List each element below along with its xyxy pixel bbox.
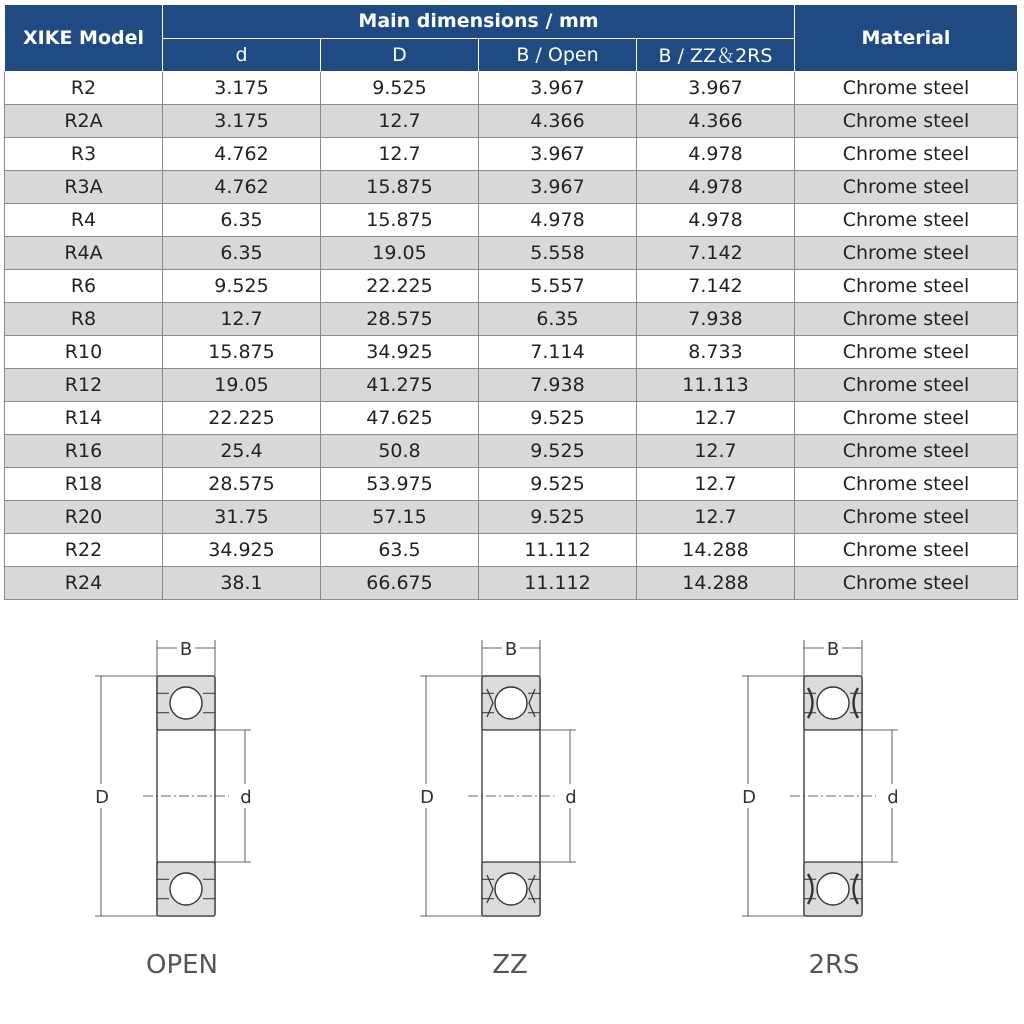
material-cell: Chrome steel bbox=[795, 402, 1018, 435]
width-zz-2rs-cell: 14.288 bbox=[637, 567, 795, 600]
model-cell: R8 bbox=[5, 303, 163, 336]
outer-diameter-cell: 47.625 bbox=[321, 402, 479, 435]
ball bbox=[170, 687, 202, 719]
model-cell: R2A bbox=[5, 105, 163, 138]
outer-diameter-cell: 28.575 bbox=[321, 303, 479, 336]
outer-diameter-cell: 63.5 bbox=[321, 534, 479, 567]
zz-caption: ZZ bbox=[492, 950, 528, 980]
2rs-bearing-diagram bbox=[742, 639, 899, 916]
model-cell: R4A bbox=[5, 237, 163, 270]
model-cell: R4 bbox=[5, 204, 163, 237]
outer-diameter-cell: 66.675 bbox=[321, 567, 479, 600]
model-cell: R16 bbox=[5, 435, 163, 468]
b-label: B bbox=[504, 639, 518, 660]
model-cell: R10 bbox=[5, 336, 163, 369]
inner-diameter-label: d bbox=[887, 787, 899, 808]
table-row bbox=[5, 270, 1018, 303]
model-cell: R18 bbox=[5, 468, 163, 501]
bearing-spec-table bbox=[4, 4, 1018, 600]
b-label: B bbox=[179, 639, 193, 660]
model-column-header: XIKE Model bbox=[5, 5, 163, 72]
inner-diameter-cell: 38.1 bbox=[163, 567, 321, 600]
material-cell: Chrome steel bbox=[795, 270, 1018, 303]
inner-diameter-cell: 3.175 bbox=[163, 105, 321, 138]
width-zz-2rs-cell: 7.938 bbox=[637, 303, 795, 336]
model-cell: R24 bbox=[5, 567, 163, 600]
table-row bbox=[5, 369, 1018, 402]
width-zz-2rs-cell: 8.733 bbox=[637, 336, 795, 369]
outer-diameter-cell: 12.7 bbox=[321, 138, 479, 171]
inner-diameter-label: d bbox=[240, 787, 252, 808]
width-open-cell: 5.558 bbox=[479, 237, 637, 270]
outer-diameter-cell: 57.15 bbox=[321, 501, 479, 534]
model-cell: R6 bbox=[5, 270, 163, 303]
width-zz-2rs-cell: 14.288 bbox=[637, 534, 795, 567]
table-row bbox=[5, 237, 1018, 270]
width-open-cell: 11.112 bbox=[479, 534, 637, 567]
ball bbox=[170, 873, 202, 905]
outer-diameter-label: D bbox=[95, 787, 109, 808]
open-bearing-diagram bbox=[95, 639, 252, 916]
width-open-cell: 4.366 bbox=[479, 105, 637, 138]
inner-diameter-cell: 9.525 bbox=[163, 270, 321, 303]
width-open-cell: 3.967 bbox=[479, 171, 637, 204]
model-cell: R3A bbox=[5, 171, 163, 204]
inner-diameter-cell: 25.4 bbox=[163, 435, 321, 468]
width-zz-2rs-cell: 7.142 bbox=[637, 270, 795, 303]
material-cell: Chrome steel bbox=[795, 501, 1018, 534]
width-zz-2rs-cell: 3.967 bbox=[637, 72, 795, 105]
model-cell: R12 bbox=[5, 369, 163, 402]
outer-diameter-cell: 22.225 bbox=[321, 270, 479, 303]
table-row bbox=[5, 468, 1018, 501]
2rs-caption: 2RS bbox=[808, 950, 860, 980]
outer-diameter-cell: 41.275 bbox=[321, 369, 479, 402]
width-zz-2rs-cell: 4.978 bbox=[637, 171, 795, 204]
width-open-header: B / Open bbox=[479, 38, 637, 72]
width-open-cell: 5.557 bbox=[479, 270, 637, 303]
width-zz-2rs-cell: 12.7 bbox=[637, 435, 795, 468]
table-row bbox=[5, 303, 1018, 336]
width-open-cell: 9.525 bbox=[479, 435, 637, 468]
inner-diameter-cell: 28.575 bbox=[163, 468, 321, 501]
width-open-cell: 9.525 bbox=[479, 468, 637, 501]
model-cell: R20 bbox=[5, 501, 163, 534]
ball bbox=[817, 687, 849, 719]
inner-diameter-cell: 31.75 bbox=[163, 501, 321, 534]
bearing-diagrams bbox=[0, 600, 1024, 1024]
table-row bbox=[5, 501, 1018, 534]
model-cell: R3 bbox=[5, 138, 163, 171]
b-label: B bbox=[826, 639, 840, 660]
outer-diameter-cell: 12.7 bbox=[321, 105, 479, 138]
width-open-cell: 6.35 bbox=[479, 303, 637, 336]
material-cell: Chrome steel bbox=[795, 303, 1018, 336]
table-row bbox=[5, 72, 1018, 105]
inner-diameter-cell: 4.762 bbox=[163, 138, 321, 171]
table-row bbox=[5, 138, 1018, 171]
inner-diameter-cell: 15.875 bbox=[163, 336, 321, 369]
outer-diameter-cell: 19.05 bbox=[321, 237, 479, 270]
material-cell: Chrome steel bbox=[795, 237, 1018, 270]
width-zz-2rs-cell: 4.366 bbox=[637, 105, 795, 138]
inner-diameter-header: d bbox=[163, 38, 321, 72]
width-zz-2rs-cell: 11.113 bbox=[637, 369, 795, 402]
outer-diameter-cell: 15.875 bbox=[321, 171, 479, 204]
width-open-cell: 7.114 bbox=[479, 336, 637, 369]
material-cell: Chrome steel bbox=[795, 468, 1018, 501]
width-zz-2rs-cell: 4.978 bbox=[637, 138, 795, 171]
width-zz-2rs-header: B / ZZ＆2RS bbox=[637, 38, 795, 72]
material-cell: Chrome steel bbox=[795, 138, 1018, 171]
table-row bbox=[5, 171, 1018, 204]
inner-diameter-cell: 6.35 bbox=[163, 204, 321, 237]
table-row bbox=[5, 336, 1018, 369]
width-zz-2rs-cell: 12.7 bbox=[637, 468, 795, 501]
ball bbox=[495, 873, 527, 905]
inner-diameter-cell: 19.05 bbox=[163, 369, 321, 402]
zz-bearing-diagram bbox=[420, 639, 577, 916]
main-dimensions-header: Main dimensions / mm bbox=[163, 5, 795, 39]
outer-diameter-cell: 15.875 bbox=[321, 204, 479, 237]
outer-diameter-cell: 53.975 bbox=[321, 468, 479, 501]
width-open-cell: 11.112 bbox=[479, 567, 637, 600]
inner-diameter-cell: 34.925 bbox=[163, 534, 321, 567]
inner-diameter-cell: 4.762 bbox=[163, 171, 321, 204]
inner-diameter-cell: 22.225 bbox=[163, 402, 321, 435]
width-open-cell: 7.938 bbox=[479, 369, 637, 402]
outer-diameter-label: D bbox=[742, 787, 756, 808]
width-zz-2rs-cell: 4.978 bbox=[637, 204, 795, 237]
outer-diameter-label: D bbox=[420, 787, 434, 808]
material-cell: Chrome steel bbox=[795, 567, 1018, 600]
table-row bbox=[5, 105, 1018, 138]
model-cell: R14 bbox=[5, 402, 163, 435]
material-cell: Chrome steel bbox=[795, 171, 1018, 204]
table-row bbox=[5, 435, 1018, 468]
inner-diameter-cell: 6.35 bbox=[163, 237, 321, 270]
width-open-cell: 3.967 bbox=[479, 72, 637, 105]
material-cell: Chrome steel bbox=[795, 336, 1018, 369]
material-cell: Chrome steel bbox=[795, 204, 1018, 237]
outer-diameter-cell: 34.925 bbox=[321, 336, 479, 369]
width-open-cell: 3.967 bbox=[479, 138, 637, 171]
outer-diameter-header: D bbox=[321, 38, 479, 72]
inner-diameter-cell: 3.175 bbox=[163, 72, 321, 105]
width-zz-2rs-cell: 12.7 bbox=[637, 402, 795, 435]
inner-diameter-label: d bbox=[565, 787, 577, 808]
table-row bbox=[5, 204, 1018, 237]
ball bbox=[495, 687, 527, 719]
table-row bbox=[5, 402, 1018, 435]
width-zz-2rs-cell: 7.142 bbox=[637, 237, 795, 270]
inner-diameter-cell: 12.7 bbox=[163, 303, 321, 336]
width-open-cell: 9.525 bbox=[479, 501, 637, 534]
width-open-cell: 9.525 bbox=[479, 402, 637, 435]
outer-diameter-cell: 50.8 bbox=[321, 435, 479, 468]
material-cell: Chrome steel bbox=[795, 435, 1018, 468]
material-column-header: Material bbox=[795, 5, 1018, 72]
width-zz-2rs-cell: 12.7 bbox=[637, 501, 795, 534]
table-row bbox=[5, 534, 1018, 567]
table-row bbox=[5, 567, 1018, 600]
width-open-cell: 4.978 bbox=[479, 204, 637, 237]
material-cell: Chrome steel bbox=[795, 369, 1018, 402]
material-cell: Chrome steel bbox=[795, 72, 1018, 105]
material-cell: Chrome steel bbox=[795, 105, 1018, 138]
spec-table-body bbox=[5, 72, 1018, 600]
material-cell: Chrome steel bbox=[795, 534, 1018, 567]
model-cell: R2 bbox=[5, 72, 163, 105]
ball bbox=[817, 873, 849, 905]
model-cell: R22 bbox=[5, 534, 163, 567]
open-caption: OPEN bbox=[145, 950, 219, 980]
outer-diameter-cell: 9.525 bbox=[321, 72, 479, 105]
